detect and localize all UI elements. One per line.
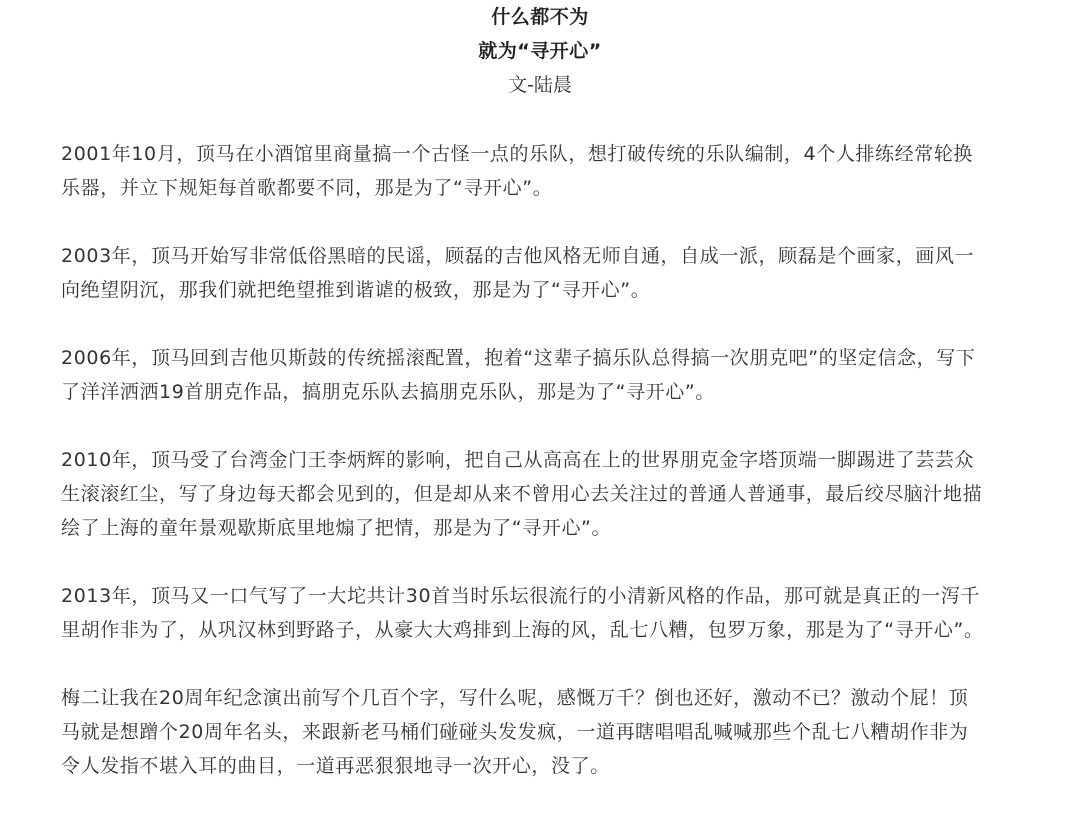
paragraph-2001: 2001年10月，顶马在小酒馆里商量搞一个古怪一点的乐队，想打破传统的乐队编制，4个人排练经常轮换乐器，并立下规矩每首歌都要不同，那是为了“寻开心”。 [61,143,974,199]
article-author: 文-陆晨 [508,74,572,96]
article-body [61,137,986,817]
article-title-line-1: 什么都不为 [491,6,589,28]
article-title-line-2: 就为“寻开心” [478,40,602,62]
paragraph-2003: 2003年，顶马开始写非常低俗黑暗的民谣，顾磊的吉他风格无师自通，自成一派，顾磊是个画家，画风一向绝望阴沉，那我们就把绝望推到谐谑的极致，那是为了“寻开心”。 [61,245,975,301]
paragraph-2006: 2006年，顶马回到吉他贝斯鼓的传统摇滚配置，抱着“这辈子搞乐队总得搞一次朋克吧”的坚定信念，写下了洋洋洒洒19首朋克作品，搞朋克乐队去搞朋克乐队，那是为了“寻开心”。 [61,347,976,403]
paragraph-2010: 2010年，顶马受了台湾金门王李炳辉的影响，把自己从高高在上的世界朋克金字塔顶端一脚踢进了芸芸众生滚滚红尘，写了身边每天都会见到的，但是却从来不曾用心去关注过的普通人普通事，最后绞尽脑汁地描绘了上海的童年景观歇斯底里地煽了把情，那是为了“寻开心”。 [61,449,983,539]
paragraph-2013: 2013年，顶马又一口气写了一大坨共计30首当时乐坛很流行的小清新风格的作品，那可就是真正的一泻千里胡作非为了，从巩汉林到野路子，从豪大大鸡排到上海的风，乱七八糟，包罗万象，那是为了“寻开心”。 [61,585,984,641]
article-header [0,0,1080,102]
paragraph-closing: 梅二让我在20周年纪念演出前写个几百个字，写什么呢，感慨万千？倒也还好，激动不已？激动个屁！顶马就是想蹭个20周年名头，来跟新老马桶们碰碰头发发疯，一道再瞎唱唱乱喊喊那些个乱七八糟胡作非为令人发指不堪入耳的曲目，一道再恶狠狠地寻一次开心，没了。 [61,687,969,777]
